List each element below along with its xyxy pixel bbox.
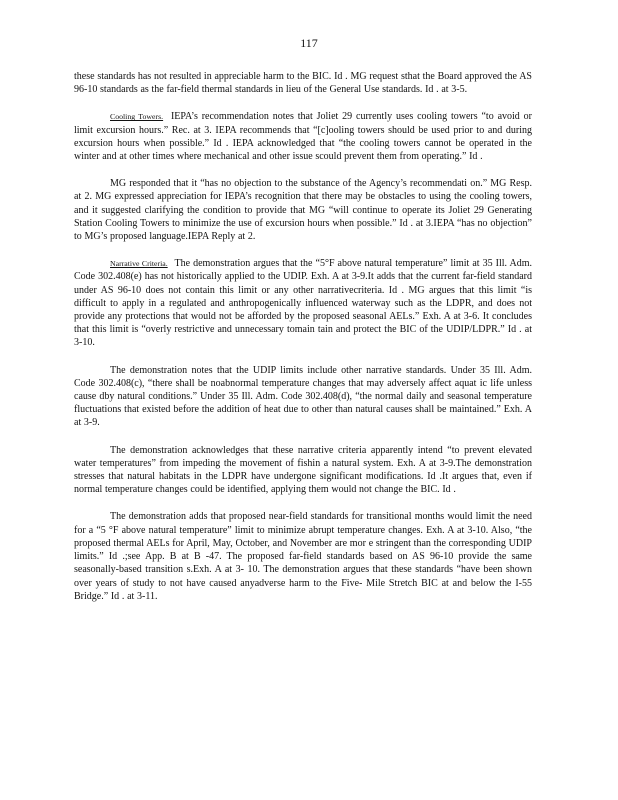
paragraph-5-text: The demonstration notes that the UDIP limits include other narrative standards. Under 35 Ill. Adm. Code 302.408(c), “there shall be noabnormal temperature changes that may adversely affect aquat ic life unless cause dby natural conditions.” Under 35 Ill. Adm. Code 302.408(d), “the normal daily and seasonal temperature fluctuations that existed before the addition of heat due to other than natural causes shall be maintained.” Exh. A at 3-9.	[74, 364, 532, 429]
paragraph-3	[74, 177, 532, 243]
paragraph-4	[74, 257, 532, 349]
paragraph-6	[74, 444, 532, 497]
paragraph-7	[74, 510, 532, 602]
paragraph-5	[74, 364, 532, 430]
page-number: 117	[300, 36, 318, 50]
paragraph-3-text: MG responded that it “has no objection to the substance of the Agency’s recommendati on.” MG Resp. at 2. MG expressed appreciation for IEPA’s recognition that there may be obstacles to using the cooling towers, and it suggested clarifying the condition to provide that MG “will continue to operate its Joliet 29 Generating Station Cooling Towers to minimize the use of excursion hours when possible.” Id . at 3.IEPA “has no objection” to MG’s proposed language.IEPA Reply at 2.	[74, 178, 532, 243]
body-text	[74, 70, 532, 617]
section-heading-cooling-towers: Cooling Towers.	[110, 112, 164, 122]
section-heading-narrative-criteria: Narrative Criteria.	[110, 259, 168, 269]
paragraph-4-text: The demonstration argues that the “5°F above natural temperature” limit at 35 Ill. Adm. Code 302.408(e) has not historically applied to the UDIP. Exh. A at 3-9.It adds that the current far-field standard under AS 96-10 does not contain this limit or any other narrativecriteria. Id . MG argues that this limit “is difficult to apply in a regulated and anthropogenically influenced waterway such as the LDPR, and does not provide any protections that would not be afforded by the proposed seasonal AELs.” Exh. A at 3-6. It concludes that this limit is “overly restrictive and unnecessary tomain tain and protect the BIC of the UDIP/LDPR.” Id . at 3-10.	[74, 258, 532, 349]
paragraph-1	[74, 70, 532, 96]
paragraph-2	[74, 110, 532, 163]
paragraph-6-text: The demonstration acknowledges that these narrative criteria apparently intend “to prevent elevated water temperatures” from impeding the movement of fishin a natural system. Exh. A at 3-9.The demonstration stresses that natural habitats in the LDPR have undergone significant modifications. Id .It argues that, even if normal temperature changes could be identified, applying them would not change the BIC. Id .	[74, 444, 532, 496]
paragraph-2-text: IEPA’s recommendation notes that Joliet 29 currently uses cooling towers “to avoid or limit excursion hours.” Rec. at 3. IEPA recommends that “[c]ooling towers should be used prior to and during excursion hours when possible.” Id . IEPA acknowledged that “the cooling towers cannot be operated in the winter and at other times where mechanical and other issue scould prevent them from operating.” Id .	[74, 111, 532, 163]
paragraph-7-text: The demonstration adds that proposed near-field standards for transitional months would limit the need for a “5 °F above natural temperature” limit to minimize abrupt temperature changes. Exh. A at 3-10. Also, “the proposed thermal AELs for April, May, October, and November are mor e stringent than the corresponding UDIP limits.” Id .;see App. B at B -47. The proposed far-field standards based on AS 96-10 provide the same seasonally-based transition s.Exh. A at 3- 10. The demonstration argues that these standards “have been shown over years of study to not have caused anyadverse harm to the Five- Mile Stretch BIC at and below the I-55 Bridge.” Id . at 3-11.	[74, 511, 532, 602]
paragraph-1-text: these standards has not resulted in appreciable harm to the BIC. Id . MG request sthat the Board approved the AS 96-10 standards as the far-field thermal standards in lieu of the General Use standards. Id . at 3-5.	[74, 71, 532, 96]
